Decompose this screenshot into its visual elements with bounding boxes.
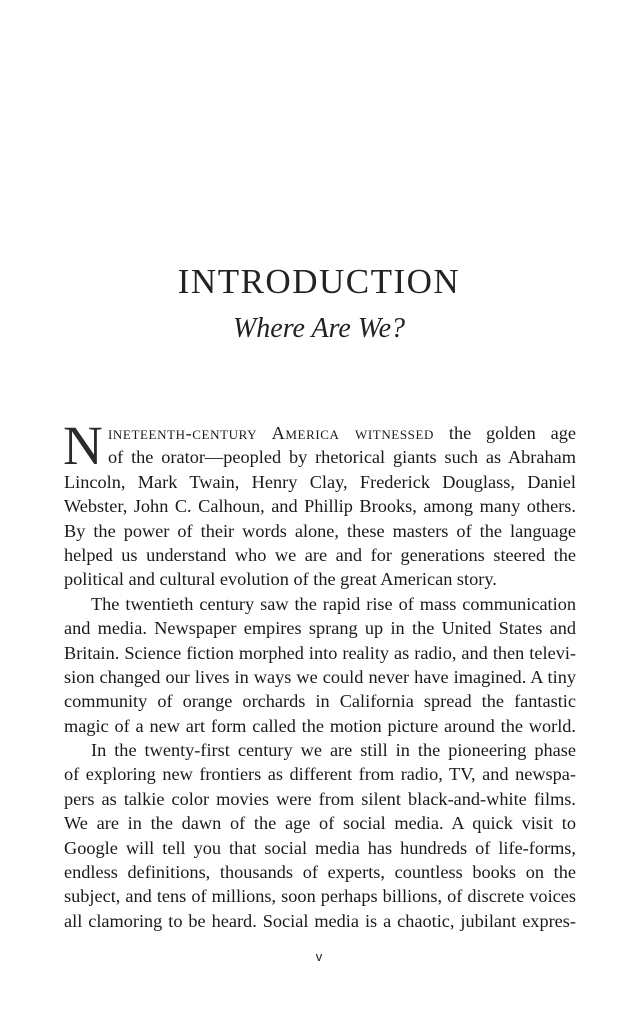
text-line: We are in the dawn of the age of social media. A quick visit to [64, 813, 576, 834]
opening-smallcaps: ineteenth-century America witnessed [108, 423, 435, 443]
text-line: and media. Newspaper empires sprang up in the United States and [64, 618, 576, 639]
text-line: The twentieth century saw the rapid rise of mass communication [91, 593, 576, 614]
text-line: Britain. Science fiction morphed into reality as radio, and then televi- [64, 642, 576, 663]
text-line: pers as talkie color movies were from silent black-and-white films. [64, 788, 576, 809]
text-line: By the power of their words alone, these masters of the language [64, 520, 576, 541]
text-line-fragment: the golden age [434, 423, 577, 443]
text-line: In the twenty-first century we are still in the pioneering phase [91, 740, 576, 761]
text-line: Webster, John C. Calhoun, and Phillip Brooks, among many others. [64, 496, 576, 517]
text-line: political and cultural evolution of the great American story. [64, 569, 497, 590]
page-number: v [315, 949, 323, 964]
chapter-title: INTRODUCTION [177, 262, 461, 301]
text-line: community of orange orchards in California spread the fantastic [64, 691, 576, 712]
text-line: all clamoring to be heard. Social media is a chaotic, jubilant expres- [64, 910, 576, 931]
body-text [63, 415, 577, 933]
text-line: helped us understand who we are and for generations steered the [64, 544, 576, 565]
text-line: of exploring new frontiers as different from radio, TV, and newspa- [64, 764, 576, 785]
text-line: endless definitions, thousands of experts, countless books on the [64, 862, 576, 883]
text-line: Lincoln, Mark Twain, Henry Clay, Frederick Douglass, Daniel [64, 471, 576, 492]
text-line: subject, and tens of millions, soon perhaps billions, of discrete voices [64, 886, 576, 907]
text-line: of the orator—peopled by rhetorical giants such as Abraham [108, 447, 576, 468]
drop-cap: N [63, 415, 103, 476]
text-line: magic of a new art form called the motion picture around the world. [64, 715, 576, 736]
text-line: sion changed our lives in ways we could never have imagined. A tiny [64, 666, 576, 687]
text-line: Google will tell you that social media has hundreds of life-forms, [64, 837, 576, 858]
chapter-subtitle: Where Are We? [232, 313, 406, 344]
text-line [64, 421, 576, 445]
